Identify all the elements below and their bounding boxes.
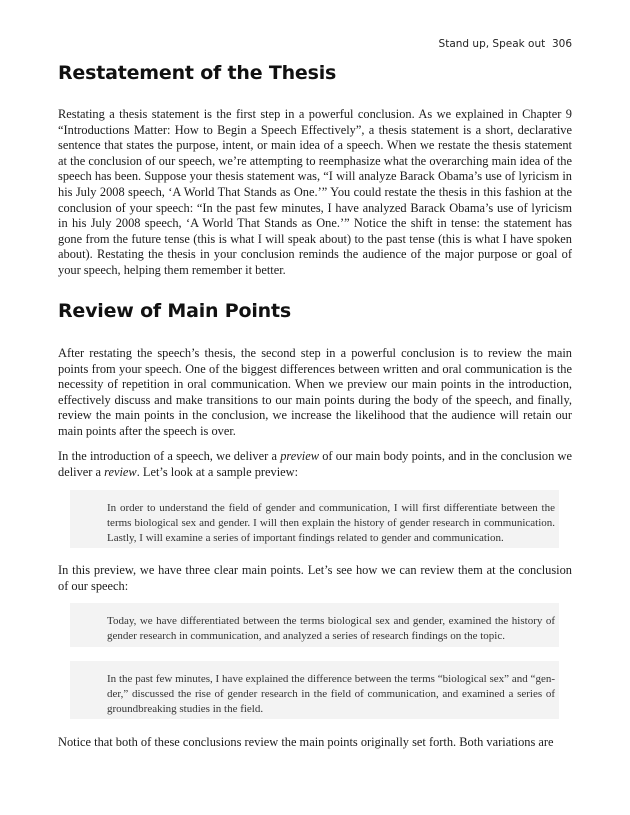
preview-quote-text: In order to understand the field of gender and communication, I will first differentiate between the terms biological sex and gender. I will then explain the history of gender research in communication. Lastly, I will examine a series of important findings related to gender and communication.	[107, 502, 555, 544]
paragraph-text: In the introduction of a speech, we deliver a	[58, 449, 281, 463]
emphasis-review: review	[104, 464, 137, 479]
section-title-thesis: Restatement of the Thesis	[58, 62, 337, 84]
running-header	[439, 38, 572, 50]
paragraph-text: . Let’s look at a sample preview:	[136, 464, 299, 479]
review-quote-box-2	[70, 661, 559, 719]
section-title-review: Review of Main Points	[58, 300, 291, 322]
emphasis-preview: preview	[280, 449, 319, 463]
thesis-paragraph: Restating a thesis statement is the first step in a powerful conclusion. As we explained in Chapter 9 “Introductions Matter: How to Begin a Speech Effectively”, a thesis statement is a short, declarative sentence that states the purpose, intent, or main idea of a speech. When we restate the thesis statement at the conclusion of our speech, we’re attempting to reemphasize what the overarching main idea of the speech has been. Suppose your thesis statement was, “I will analyze Barack Obama’s use of lyricism in his July 2008 speech, ‘A World That Stands as One.’” You could restate the thesis in this fashion at the conclusion of your speech: “In the past few minutes, I have analyzed Barack Obama’s use of lyricism in his July 2008 speech, ‘A World That Stands as One.’” Notice the shift in tense: the statement has gone from the future tense (this is what I will speak about) to the past tense (this is what I have spoken about). Restating the thesis in your conclusion reminds the audience of the major purpose or goal of your speech, helping them remember it better.	[58, 107, 572, 277]
review-paragraph-3: In this preview, we have three clear main points. Let’s see how we can review them at the conclusion of our speech:	[58, 563, 572, 593]
review-paragraph-4: Notice that both of these conclusions review the main points originally set forth. Both variations are	[58, 735, 554, 749]
preview-quote-box	[70, 490, 559, 548]
page-number: 306	[551, 38, 572, 50]
paragraph-text: of our main body points, and in the conclusion we deliver a	[58, 449, 572, 479]
review-quote-box-1	[70, 603, 559, 647]
running-title: Stand up, Speak out	[438, 38, 546, 50]
review-quote-text-1: Today, we have differentiated between the terms biological sex and gender, examined the history of gender research in communication, and analyzed a series of research findings on the topic.	[107, 615, 555, 642]
review-quote-text-2: In the past few minutes, I have explained the difference between the terms “biological sex” and “gender,” discussed the rise of gender research in the field of communication, and examined a series of groundbreaking studies in the field.	[107, 673, 555, 715]
review-paragraph-1: After restating the speech’s thesis, the second step in a powerful conclusion is to review the main points from your speech. One of the biggest differences between written and oral communication is the necessity of repetition in oral communication. When we preview our main points in the introduction, effectively discuss and make transitions to our main points during the body of the speech, and finally, review the main points in the conclusion, we increase the likelihood that the audience will retain our main points after the speech is over.	[58, 346, 572, 438]
review-paragraph-2	[58, 449, 572, 480]
